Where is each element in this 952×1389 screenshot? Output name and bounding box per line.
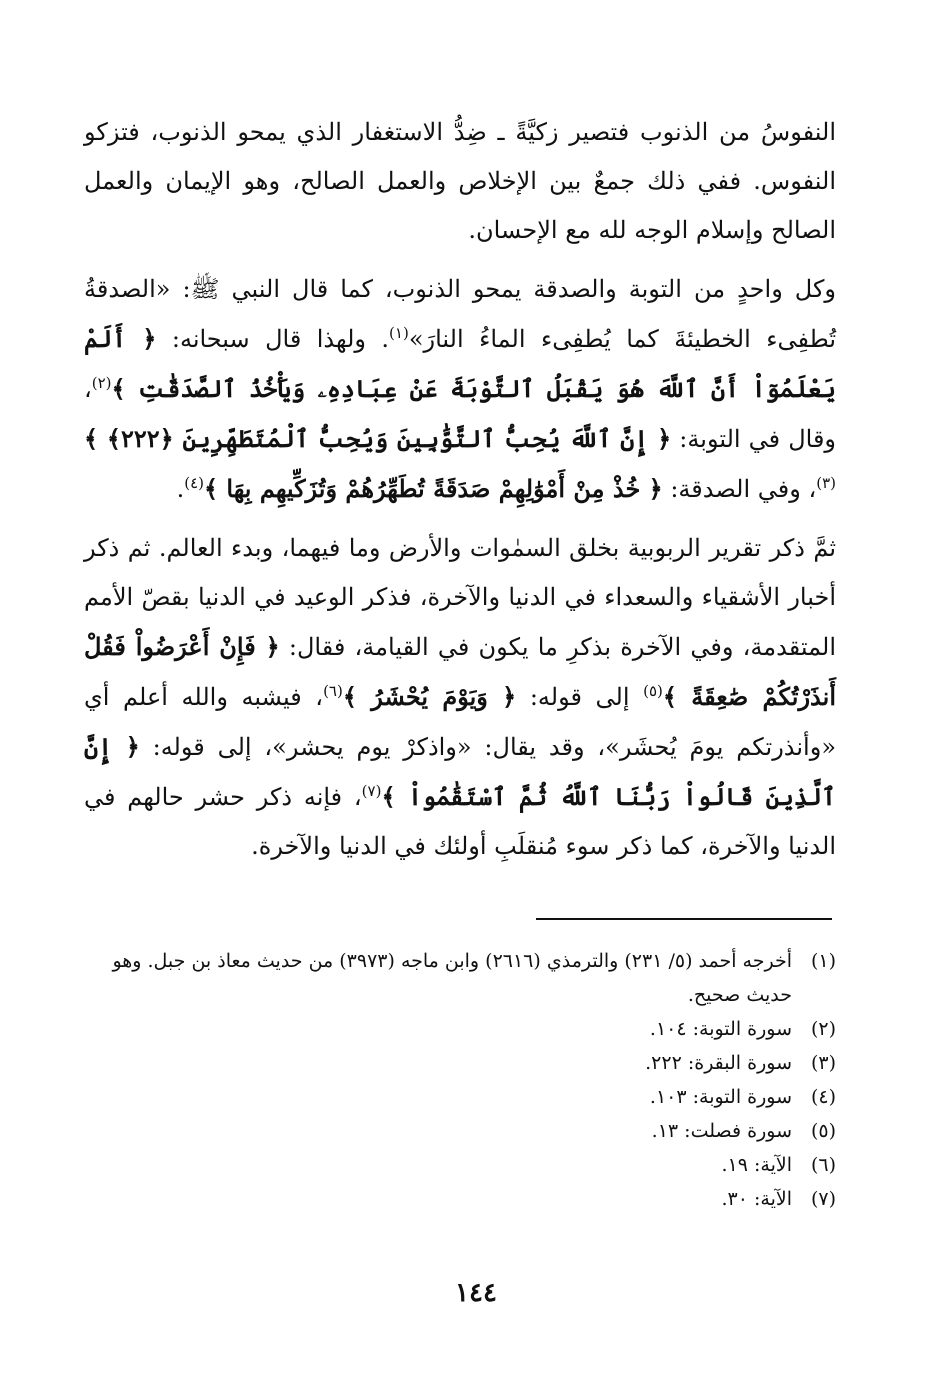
footnote-number: (٤) — [810, 1086, 836, 1108]
footnote-number: (٥) — [810, 1120, 836, 1142]
text-run: إلى قوله: — [516, 683, 644, 711]
paragraph — [84, 265, 836, 514]
footnote-number: (١) — [810, 950, 836, 972]
footnote — [84, 1114, 836, 1148]
footnotes — [84, 944, 836, 1216]
text-run: ، وفي الصدقة: — [662, 475, 817, 503]
footnote-number: (٣) — [810, 1052, 836, 1074]
text-run: ثمَّ ذكر تقرير الربوبية بخلق السمٰوات والأرض وما فيهما، وبدء العالم. ثم ذكر أخبار الأشقياء والسعداء في الدنيا والآخرة، فذكر الوعيد في الدنيا بقصّ الأمم المتقدمة، وفي الآخرة بذكرِ ما يكون في القيامة، فقال: — [84, 534, 836, 661]
footnote-ref: (٤) — [184, 474, 205, 492]
quran-verse: ﴿ إِنَّ ٱللَّهَ يُحِبُّ ٱلتَّوَّٰبِينَ وَيُحِبُّ ٱلْمُتَطَهِّرِينَ ﴿٢٢٢﴾ ﴾ — [84, 424, 672, 453]
footnote-text: سورة التوبة: ١٠٣. — [649, 1086, 792, 1108]
footnote — [84, 1148, 836, 1182]
text-run: النفوسُ من الذنوب فتصير زكيَّةً ـ ضِدُّ الاستغفار الذي يمحو الذنوب، فتزكو النفوس. ففي ذلك جمعٌ بين الإخلاص والعمل الصالح، وهو الإيمان والعمل الصالح وإسلام الوجه لله مع الإحسان. — [84, 118, 836, 244]
quran-verse: ﴿ خُذْ مِنْ أَمْوَٰلِهِمْ صَدَقَةً تُطَهِّرُهُمْ وَتُزَكِّيهِم بِهَا ﴾ — [204, 474, 663, 503]
footnote — [84, 1012, 836, 1046]
footnote-text: الآية: ٣٠. — [721, 1188, 792, 1210]
text-run: . — [176, 475, 185, 503]
text-run: وكل واحدٍ من التوبة والصدقة يمحو الذنوب، كما قال النبي ﷺ: «الصدقةُ تُطفِىء الخطيئةَ كما يُطفِىء الماءُ النارَ» — [84, 275, 836, 353]
footnote-ref: (٧) — [361, 782, 382, 800]
footnote-ref: (٣) — [816, 474, 836, 492]
page-number: ١٤٤ — [455, 1278, 497, 1308]
footnote-text: أخرجه أحمد (٥/ ٢٣١) والترمذي (٢٦١٦) وابن ماجه (٣٩٧٣) من حديث معاذ بن جبل. وهو حديث صحيح. — [112, 950, 792, 1006]
footnote — [84, 944, 836, 1012]
footnote-number: (٢) — [810, 1018, 836, 1040]
text-run: ، وقال في التوبة: — [84, 375, 837, 453]
footnote-ref: (٥) — [643, 682, 663, 700]
quran-verse: ﴿ وَيَوْمَ يُحْشَرُ ﴾ — [342, 682, 517, 711]
footnote-text: سورة فصلت: ١٣. — [651, 1120, 792, 1142]
footnote-text: الآية: ١٩. — [721, 1154, 792, 1176]
footnote — [84, 1080, 836, 1114]
footnote-separator — [536, 918, 832, 920]
footnote-number: (٦) — [810, 1154, 836, 1176]
quran-verse: ﴿ فَإِنْ أَعْرَضُواْ فَقُلْ أَنذَرْتُكُمْ صَٰعِقَةً ﴾ — [84, 632, 836, 711]
footnote — [84, 1182, 836, 1216]
footnote-ref: (٦) — [323, 682, 343, 700]
quran-verse: ﴿ أَلَمْ يَعْلَمُوٓاْ أَنَّ ٱللَّهَ هُوَ يَقْبَلُ ٱلتَّوْبَةَ عَنْ عِبَادِهِۦ وَيَأْخُذُ ٱلصَّدَقَٰتِ ﴾ — [84, 324, 836, 403]
text-run: ، فإنه ذكر حشر حالهم في الدنيا والآخرة، كما ذكر سوء مُنقلَبِ أولئك في الدنيا والآخرة. — [84, 783, 836, 860]
quran-verse: ﴿ إِنَّ ٱلَّذِينَ قَالُواْ رَبُّنَا ٱللَّهُ ثُمَّ ٱسْتَقَٰمُواْ ﴾ — [84, 732, 836, 811]
footnote-ref: (٢) — [91, 374, 112, 392]
footnote — [84, 1046, 836, 1080]
footnote-number: (٧) — [810, 1188, 836, 1210]
footnote-ref: (١) — [389, 324, 409, 342]
text-run: ، فيشبه والله أعلم أي «وأنذرتكم يومَ يُحشَر»، وقد يقال: «واذكرْ يوم يحشر»، إلى قوله: — [84, 683, 837, 761]
paragraph — [84, 108, 836, 255]
footnote-text: سورة التوبة: ١٠٤. — [649, 1018, 792, 1040]
main-text — [84, 108, 836, 871]
paragraph — [84, 524, 836, 871]
text-run: . ولهذا قال سبحانه: — [156, 325, 390, 353]
footnote-text: سورة البقرة: ٢٢٢. — [645, 1052, 792, 1074]
